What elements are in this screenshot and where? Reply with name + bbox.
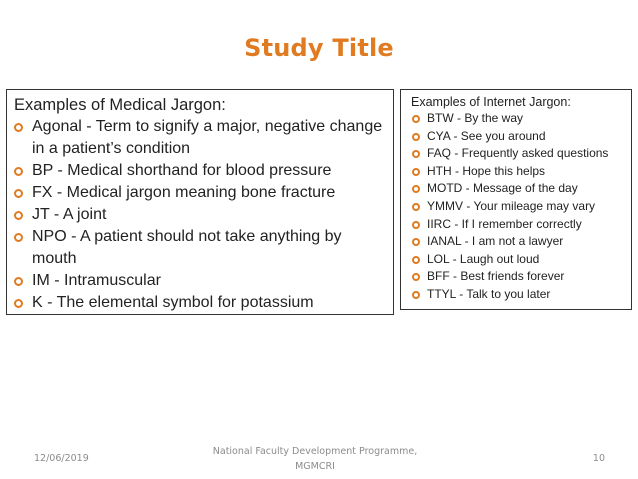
list-item bbox=[14, 270, 387, 292]
footer-organization-line1: National Faculty Development Programme, bbox=[212, 446, 418, 457]
list-item bbox=[411, 251, 625, 269]
list-item bbox=[14, 116, 387, 160]
bullet-icon bbox=[14, 233, 23, 242]
list-item-text: IM - Intramuscular bbox=[32, 272, 161, 289]
internet-jargon-box bbox=[400, 89, 632, 310]
bullet-icon bbox=[14, 277, 23, 286]
list-item-text: MOTD - Message of the day bbox=[427, 181, 578, 196]
list-item-text: FX - Medical jargon meaning bone fracture bbox=[32, 184, 336, 201]
list-item-text: BP - Medical shorthand for blood pressure bbox=[32, 162, 332, 179]
list-item bbox=[14, 226, 387, 270]
bullet-icon bbox=[412, 256, 420, 264]
list-item bbox=[14, 182, 387, 204]
internet-jargon-list bbox=[411, 110, 625, 304]
list-item bbox=[411, 198, 625, 216]
page-number: 10 bbox=[592, 453, 605, 464]
list-item bbox=[411, 233, 625, 251]
footer-organization bbox=[200, 444, 430, 474]
list-item-text: NPO - A patient should not take anything by mouth bbox=[32, 228, 342, 267]
medical-jargon-heading: Examples of Medical Jargon: bbox=[14, 96, 226, 114]
footer-date: 12/06/2019 bbox=[34, 453, 89, 464]
footer-organization-line2: MGMCRI bbox=[295, 461, 335, 472]
list-item bbox=[411, 128, 625, 146]
internet-jargon-heading: Examples of Internet Jargon: bbox=[411, 95, 571, 109]
bullet-icon bbox=[14, 211, 23, 220]
list-item bbox=[411, 268, 625, 286]
list-item bbox=[14, 292, 387, 314]
list-item-text: JT - A joint bbox=[32, 206, 107, 223]
list-item-text: YMMV - Your mileage may vary bbox=[427, 198, 596, 213]
bullet-icon bbox=[412, 273, 420, 281]
bullet-icon bbox=[412, 221, 420, 229]
bullet-icon bbox=[14, 123, 23, 132]
bullet-icon bbox=[412, 185, 420, 193]
bullet-icon bbox=[412, 168, 420, 176]
bullet-icon bbox=[14, 299, 23, 308]
list-item-text: IIRC - If I remember correctly bbox=[427, 216, 582, 231]
medical-jargon-list bbox=[14, 116, 387, 314]
list-item-text: FAQ - Frequently asked questions bbox=[427, 146, 609, 161]
bullet-icon bbox=[412, 291, 420, 299]
list-item-text: LOL - Laugh out loud bbox=[427, 251, 540, 266]
list-item-text: Agonal - Term to signify a major, negative change in a patient’s condition bbox=[32, 118, 383, 157]
bullet-icon bbox=[412, 133, 420, 141]
list-item bbox=[411, 110, 625, 128]
list-item-text: IANAL - I am not a lawyer bbox=[427, 234, 564, 249]
bullet-icon bbox=[412, 150, 420, 158]
list-item bbox=[411, 145, 625, 163]
bullet-icon bbox=[412, 238, 420, 246]
bullet-icon bbox=[14, 167, 23, 176]
list-item bbox=[411, 180, 625, 198]
bullet-icon bbox=[412, 115, 420, 123]
list-item-text: CYA - See you around bbox=[427, 128, 546, 143]
list-item-text: BFF - Best friends forever bbox=[427, 269, 565, 284]
medical-jargon-box bbox=[6, 89, 394, 315]
list-item-text: K - The elemental symbol for potassium bbox=[32, 294, 314, 311]
list-item-text: BTW - By the way bbox=[427, 111, 524, 125]
list-item bbox=[14, 204, 387, 226]
list-item bbox=[411, 216, 625, 234]
list-item bbox=[411, 286, 625, 304]
slide-title: Study Title bbox=[244, 34, 394, 62]
bullet-icon bbox=[14, 189, 23, 198]
list-item-text: HTH - Hope this helps bbox=[427, 163, 546, 178]
list-item bbox=[14, 160, 387, 182]
bullet-icon bbox=[412, 203, 420, 211]
list-item-text: TTYL - Talk to you later bbox=[427, 286, 551, 301]
list-item bbox=[411, 163, 625, 181]
